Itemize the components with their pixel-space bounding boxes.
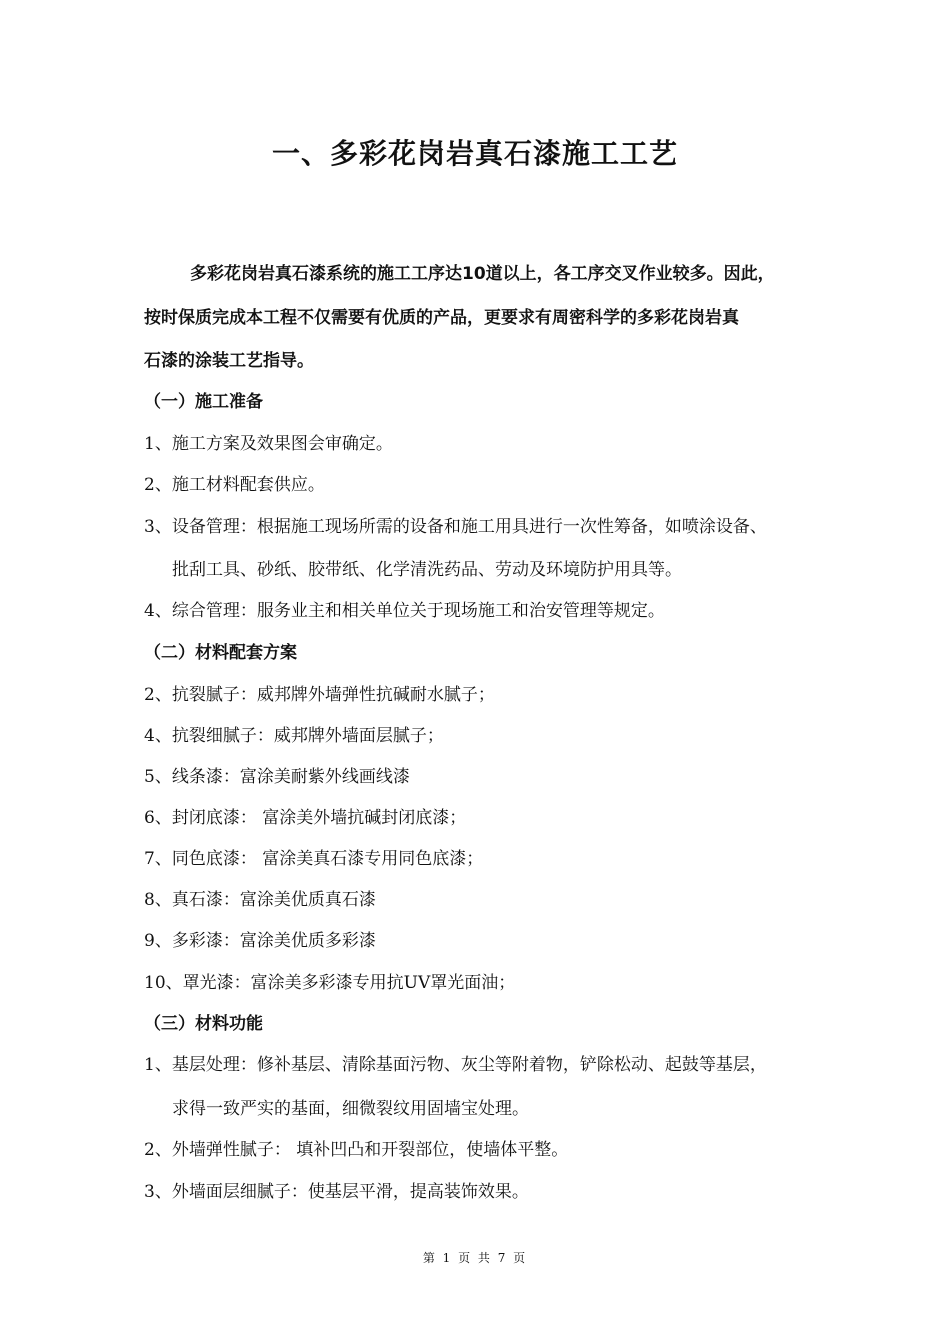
section-heading-preparation: （一）施工准备 bbox=[144, 392, 263, 412]
functions-item: 2、外墙弹性腻子： 填补凹凸和开裂部位，使墙体平整。 bbox=[144, 1140, 569, 1160]
materials-item: 8、真石漆：富涂美优质真石漆 bbox=[144, 890, 376, 910]
preparation-item: 2、施工材料配套供应。 bbox=[144, 475, 325, 495]
intro-line-3: 石漆的涂装工艺指导。 bbox=[144, 351, 314, 371]
functions-item: 3、外墙面层细腻子：使基层平滑，提高装饰效果。 bbox=[144, 1182, 529, 1202]
functions-item-continued: 求得一致严实的基面，细微裂纹用固墙宝处理。 bbox=[172, 1099, 529, 1119]
preparation-item: 3、设备管理：根据施工现场所需的设备和施工用具进行一次性筹备，如喷涂设备、 bbox=[144, 517, 767, 537]
materials-item: 6、封闭底漆： 富涂美外墙抗碱封闭底漆； bbox=[144, 808, 467, 828]
preparation-item: 1、施工方案及效果图会审确定。 bbox=[144, 434, 393, 454]
materials-item: 4、抗裂细腻子：威邦牌外墙面层腻子； bbox=[144, 726, 444, 746]
materials-item: 5、线条漆：富涂美耐紫外线画线漆 bbox=[144, 767, 410, 787]
document-title: 一、多彩花岗岩真石漆施工工艺 bbox=[271, 137, 678, 170]
functions-item: 1、基层处理：修补基层、清除基面污物、灰尘等附着物，铲除松动、起鼓等基层， bbox=[144, 1055, 767, 1075]
materials-item: 10、罩光漆：富涂美多彩漆专用抗UV罩光面油； bbox=[144, 973, 516, 993]
materials-item: 9、多彩漆：富涂美优质多彩漆 bbox=[144, 931, 376, 951]
materials-item: 7、同色底漆： 富涂美真石漆专用同色底漆； bbox=[144, 849, 484, 869]
preparation-item: 4、综合管理：服务业主和相关单位关于现场施工和治安管理等规定。 bbox=[144, 601, 665, 621]
section-heading-materials: （二）材料配套方案 bbox=[144, 643, 297, 663]
page-number-footer: 第 1 页 共 7 页 bbox=[422, 1251, 528, 1265]
intro-line-1: 多彩花岗岩真石漆系统的施工工序达10道以上，各工序交叉作业较多。因此， bbox=[190, 264, 775, 284]
materials-item: 2、抗裂腻子：威邦牌外墙弹性抗碱耐水腻子； bbox=[144, 685, 495, 705]
section-heading-functions: （三）材料功能 bbox=[144, 1014, 263, 1034]
intro-line-2: 按时保质完成本工程不仅需要有优质的产品，更要求有周密科学的多彩花岗岩真 bbox=[144, 308, 739, 328]
preparation-item-continued: 批刮工具、砂纸、胶带纸、化学清洗药品、劳动及环境防护用具等。 bbox=[172, 560, 682, 580]
